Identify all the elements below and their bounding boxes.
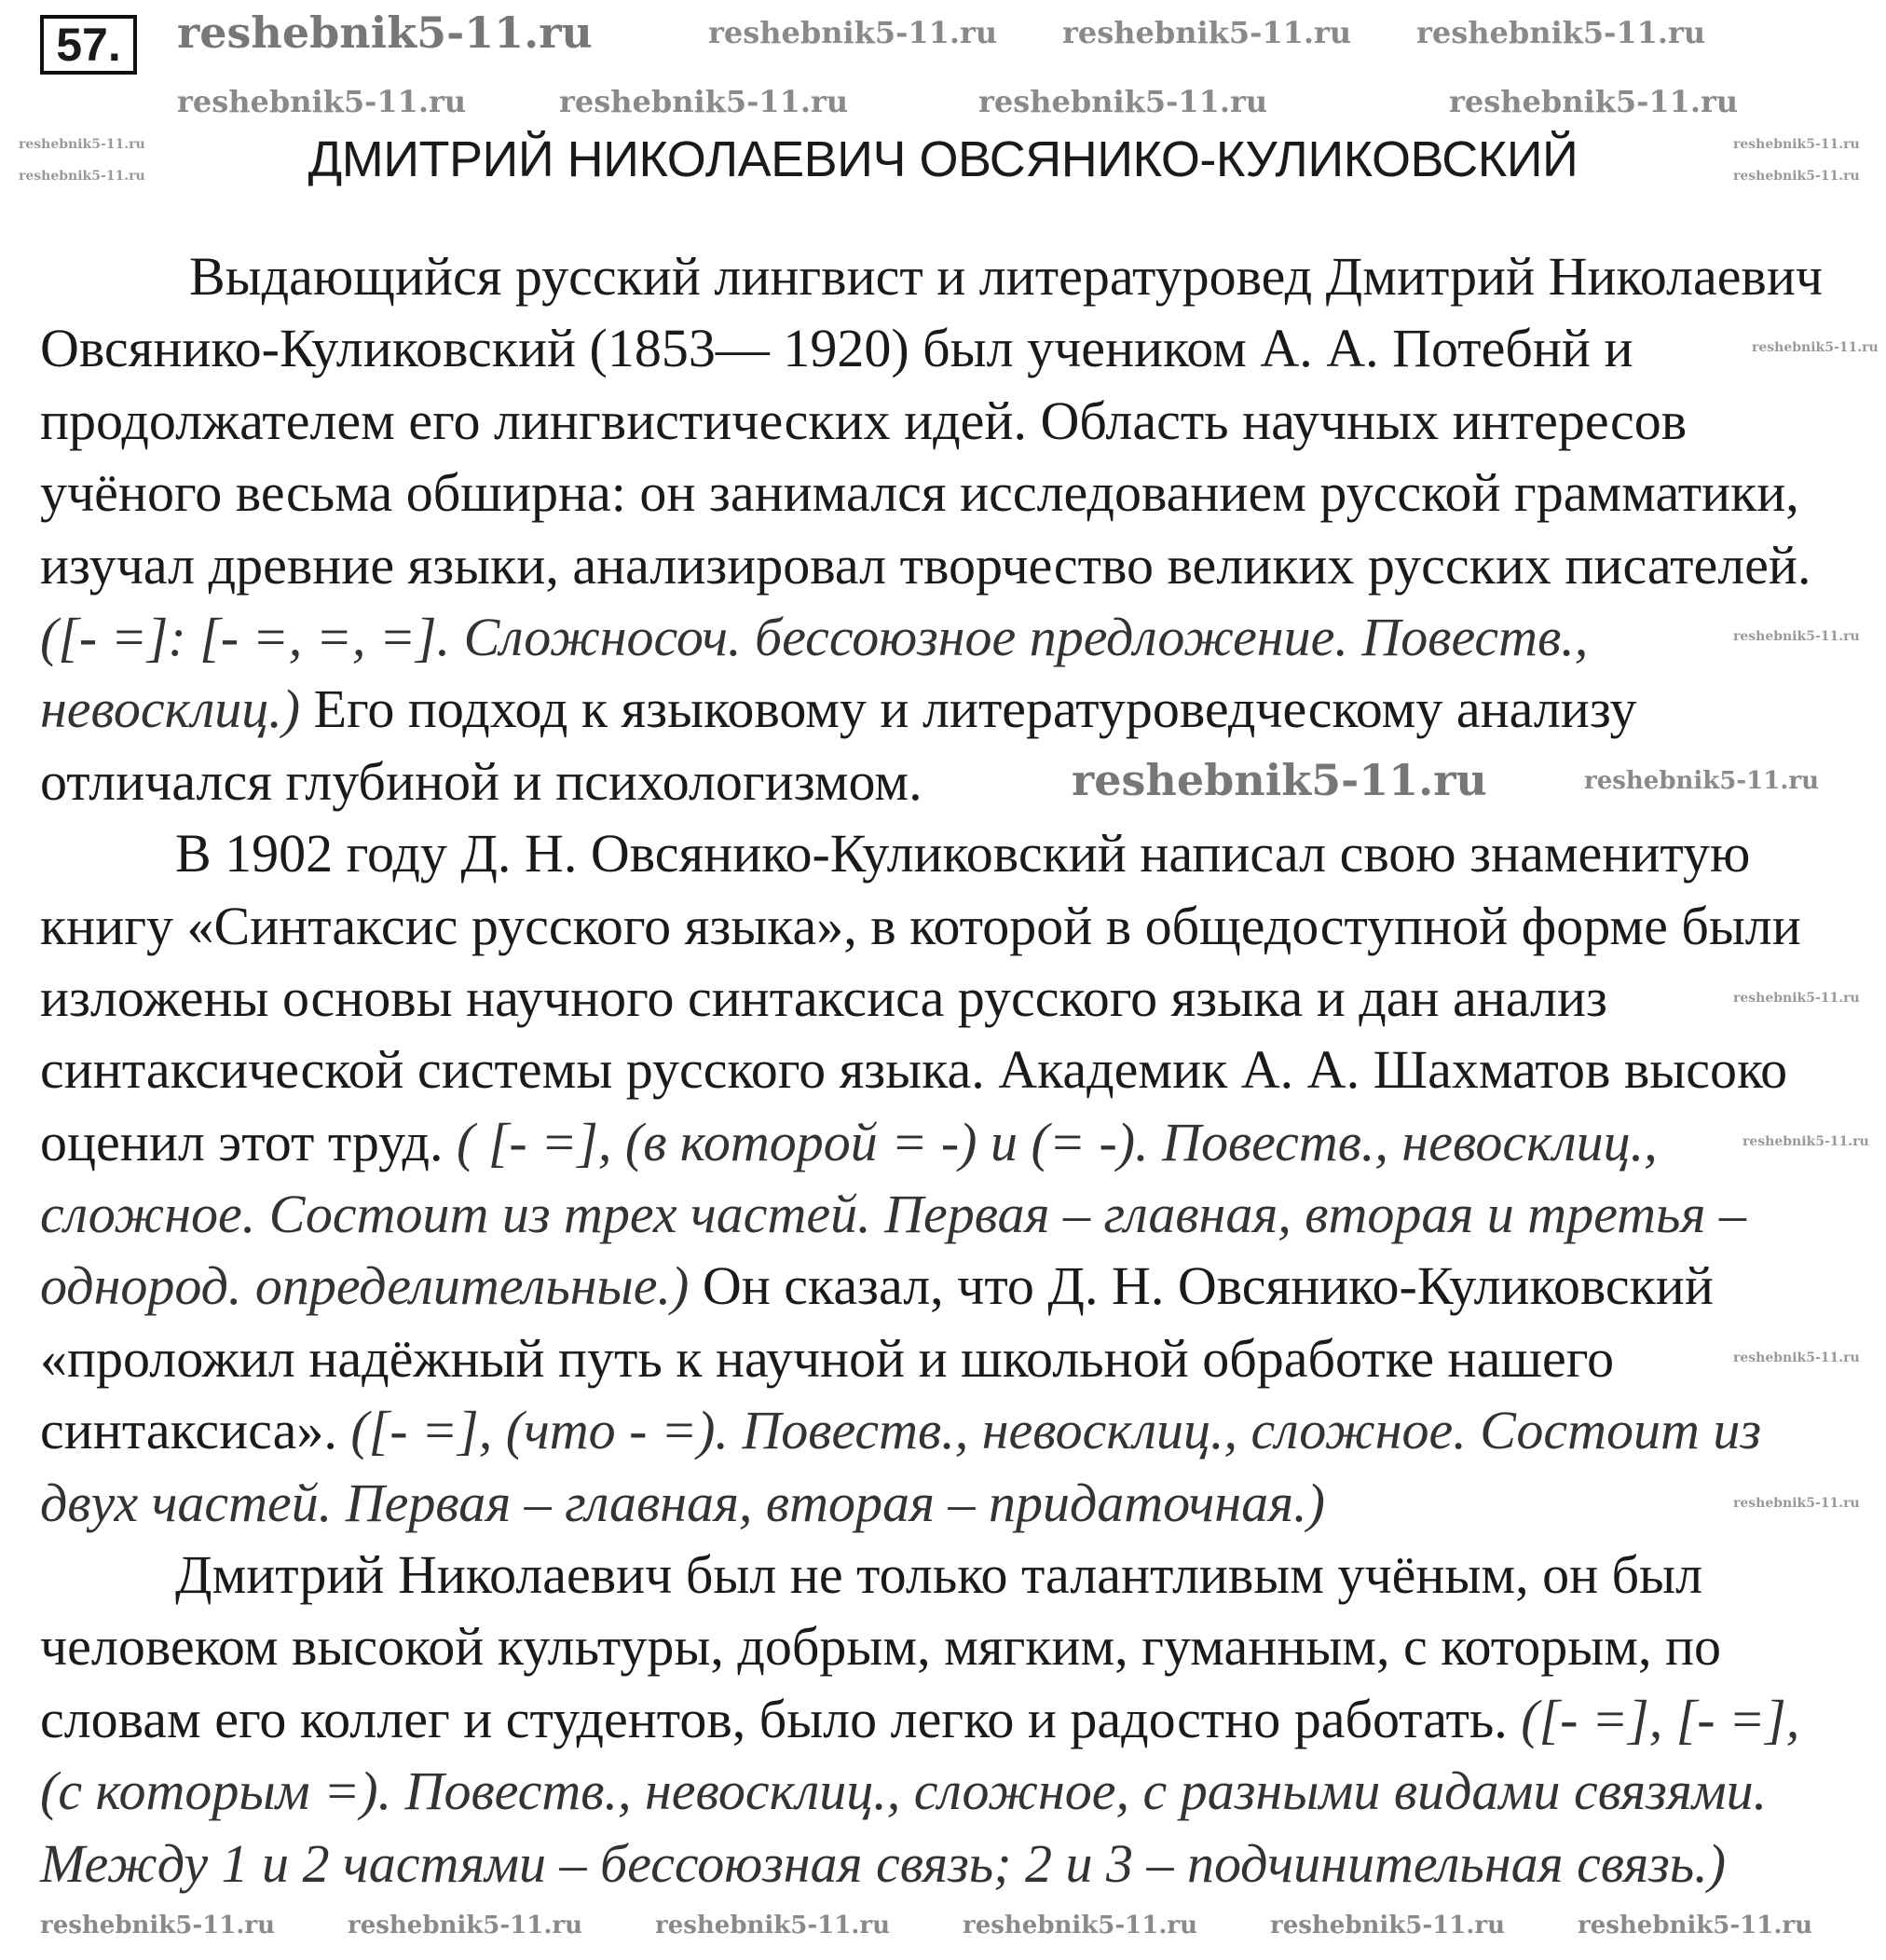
watermark: reshebnik5-11.ru: [1416, 15, 1706, 50]
sentence-text: Он сказал, что Д. Н. Овсянико-Куликовский: [689, 1255, 1714, 1317]
watermark: reshebnik5-11.ru: [1449, 84, 1739, 119]
watermark: reshebnik5-11.ru: [1742, 1134, 1869, 1149]
text-line: [40, 1250, 1714, 1322]
text-line: [40, 1106, 1658, 1178]
analysis-note: однород. определительные.): [40, 1255, 690, 1317]
sentence-text: Дмитрий Николаевич был не только талантливым учёным, он был: [175, 1544, 1703, 1606]
text-line: [40, 890, 1801, 962]
watermark: reshebnik5-11.ru: [1578, 1912, 1813, 1939]
sentence-text: книгу «Синтаксис русского языка», в которой в общедоступной форме были: [40, 895, 1801, 956]
watermark: reshebnik5-11.ru: [19, 169, 145, 184]
analysis-note: сложное. Состоит из трех частей. Первая – главная, вторая и третья –: [40, 1184, 1746, 1245]
sentence-text: отличался глубиной и психологизмом.: [40, 750, 922, 812]
sentence-text: учёного весьма обширна: он занимался исследованием русской грамматики,: [40, 462, 1799, 524]
watermark: reshebnik5-11.ru: [1752, 340, 1879, 355]
text-line: [40, 1610, 1721, 1682]
analysis-note: Между 1 и 2 частями – бессоюзная связь; 2 и 3 – подчинительная связь.): [40, 1832, 1727, 1894]
watermark: reshebnik5-11.ru: [655, 1912, 891, 1939]
sentence-text: человеком высокой культуры, добрым, мягким, гуманным, с которым, по: [40, 1616, 1722, 1678]
watermark: reshebnik5-11.ru: [1733, 629, 1860, 644]
body-text: [40, 240, 1866, 1899]
analysis-note: (с которым =). Повеств., невосклиц., сложное, с разными видами связями.: [40, 1761, 1768, 1822]
sentence-text: оценил этот труд.: [40, 1111, 458, 1172]
watermark: reshebnik5-11.ru: [177, 84, 467, 119]
watermark: reshebnik5-11.ru: [963, 1912, 1198, 1939]
text-line: [40, 1323, 1614, 1394]
analysis-note: ([- =]: [- =, =, =]. Сложносоч. бессоюзное предложение. Повеств.,: [40, 606, 1589, 667]
text-line: [40, 817, 1750, 889]
text-line: [40, 1755, 1767, 1827]
sentence-text: словам его коллег и студентов, было легко и радостно работать.: [40, 1688, 1522, 1749]
watermark: reshebnik5-11.ru: [1733, 991, 1860, 1006]
watermark: reshebnik5-11.ru: [1072, 755, 1487, 805]
analysis-note: ([- =], (что - =). Повеств., невосклиц., сложное. Состоит из: [350, 1400, 1761, 1461]
watermark: reshebnik5-11.ru: [1733, 137, 1860, 152]
text-line: [40, 962, 1607, 1034]
watermark: reshebnik5-11.ru: [559, 84, 849, 119]
watermark: reshebnik5-11.ru: [177, 7, 593, 58]
watermark: reshebnik5-11.ru: [40, 1912, 276, 1939]
text-line: [40, 385, 1687, 457]
watermark: reshebnik5-11.ru: [1270, 1912, 1506, 1939]
text-line: [40, 1539, 1702, 1610]
text-line: [40, 1683, 1799, 1755]
sentence-text: изучал древние языки, анализировал творчество великих русских писателей.: [40, 534, 1811, 596]
exercise-number: 57.: [40, 15, 137, 75]
text-line: [40, 601, 1588, 673]
text-line: [40, 1467, 1325, 1539]
analysis-note: невосклиц.): [40, 678, 301, 740]
sentence-text: В 1902 году Д. Н. Овсянико-Куликовский написал свою знаменитую: [175, 823, 1751, 884]
watermark: reshebnik5-11.ru: [708, 15, 998, 50]
watermark: reshebnik5-11.ru: [978, 84, 1268, 119]
sentence-text: продолжателем его лингвистических идей. Область научных интересов: [40, 390, 1688, 451]
sentence-text: синтаксиса».: [40, 1400, 351, 1461]
sentence-text: Его подход к языковому и литературоведческому анализу: [300, 678, 1637, 740]
text-line: [40, 312, 1633, 384]
analysis-note: ([- =], [- =],: [1521, 1688, 1800, 1749]
text-line: [40, 1828, 1726, 1899]
sentence-text: Выдающийся русский лингвист и литературовед Дмитрий Николаевич: [189, 246, 1824, 307]
watermark: reshebnik5-11.ru: [1062, 15, 1352, 50]
watermark: reshebnik5-11.ru: [1733, 169, 1860, 184]
text-line: [40, 457, 1799, 528]
text-line: [40, 1178, 1746, 1250]
watermark: reshebnik5-11.ru: [1733, 1496, 1860, 1511]
analysis-note: двух частей. Первая – главная, вторая – придаточная.): [40, 1472, 1325, 1533]
watermark: reshebnik5-11.ru: [19, 137, 145, 152]
sentence-text: изложены основы научного синтаксиса русского языка и дан анализ: [40, 966, 1607, 1028]
watermark: reshebnik5-11.ru: [1584, 767, 1820, 795]
text-line: [40, 240, 1823, 312]
watermark: reshebnik5-11.ru: [1733, 1350, 1860, 1365]
text-line: [40, 746, 922, 817]
watermark: reshebnik5-11.ru: [348, 1912, 583, 1939]
text-line: [40, 673, 1637, 745]
analysis-note: ( [- =], (в которой = -) и (= -). Повеств., невосклиц.,: [457, 1111, 1658, 1172]
page-title: ДМИТРИЙ НИКОЛАЕВИЧ ОВСЯНИКО-КУЛИКОВСКИЙ: [308, 131, 1578, 187]
sentence-text: Овсянико-Куликовский (1853— 1920) был учеником А. А. Потебнй и: [40, 318, 1633, 379]
sentence-text: «проложил надёжный путь к научной и школьной обработке нашего: [40, 1327, 1615, 1389]
text-line: [40, 1034, 1787, 1105]
text-line: [40, 529, 1811, 601]
sentence-text: синтаксической системы русского языка. Академик А. А. Шахматов высоко: [40, 1039, 1788, 1101]
text-line: [40, 1394, 1761, 1466]
